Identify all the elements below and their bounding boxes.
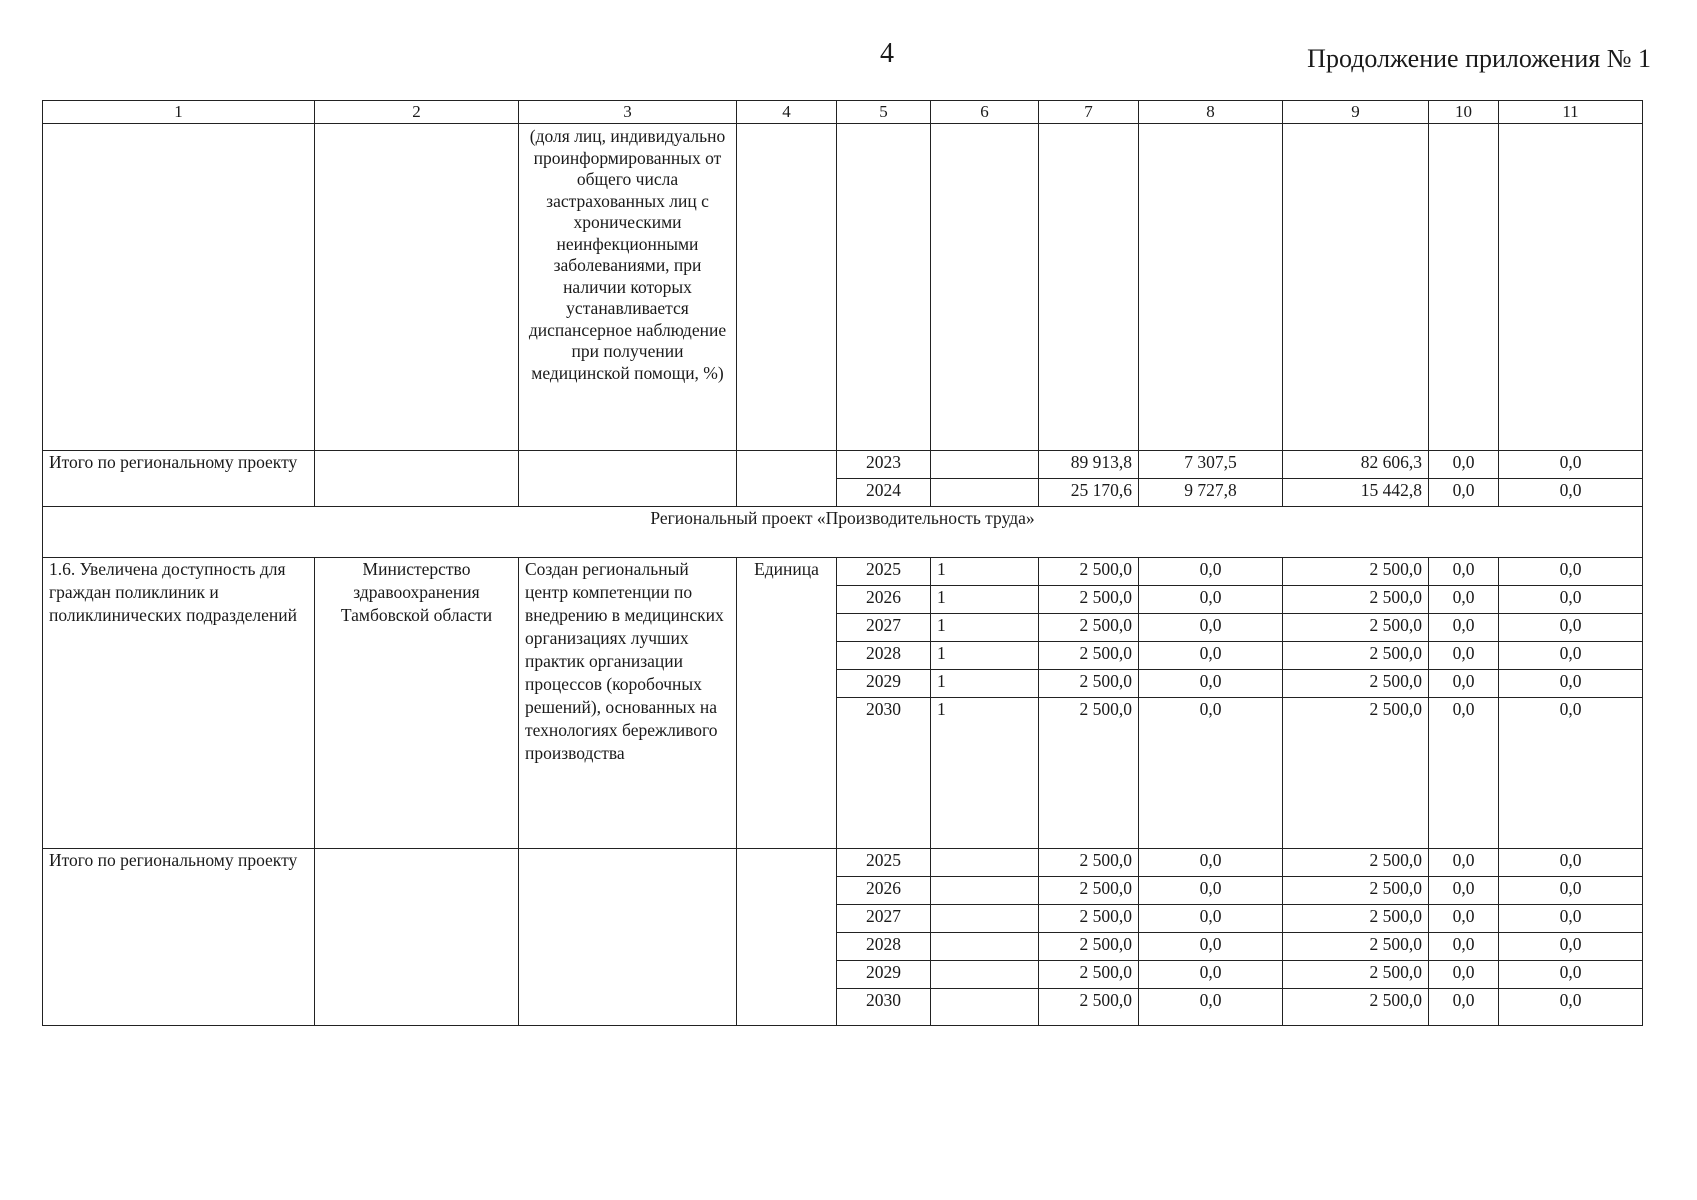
indicator-value-cell: 1 (931, 642, 1039, 670)
empty-cell (737, 451, 837, 507)
total-label-cell: Итого по региональному проекту (43, 451, 315, 507)
empty-cell (315, 124, 519, 451)
year-cell: 2029 (837, 670, 931, 698)
column-number-4: 4 (737, 101, 837, 124)
indicator-value-cell (931, 479, 1039, 507)
federal-funding-cell: 0,0 (1139, 933, 1283, 961)
other-funding-cell: 0,0 (1499, 642, 1643, 670)
regional-funding-cell: 2 500,0 (1283, 698, 1429, 849)
local-funding-cell: 0,0 (1429, 614, 1499, 642)
local-funding-cell: 0,0 (1429, 642, 1499, 670)
column-number-row (43, 101, 1643, 124)
local-funding-cell: 0,0 (1429, 451, 1499, 479)
year-cell: 2027 (837, 905, 931, 933)
year-cell: 2025 (837, 849, 931, 877)
continuation-title: Продолжение приложения № 1 (1307, 44, 1651, 73)
section-title-row (43, 507, 1643, 558)
federal-funding-cell: 0,0 (1139, 877, 1283, 905)
indicator-value-cell (931, 905, 1039, 933)
total-funding-cell: 25 170,6 (1039, 479, 1139, 507)
regional-funding-cell: 15 442,8 (1283, 479, 1429, 507)
other-funding-cell: 0,0 (1499, 961, 1643, 989)
empty-cell (737, 849, 837, 1026)
indicator-value-cell (931, 989, 1039, 1026)
column-number-10: 10 (1429, 101, 1499, 124)
indicator-value-cell: 1 (931, 614, 1039, 642)
federal-funding-cell: 0,0 (1139, 989, 1283, 1026)
federal-funding-cell: 0,0 (1139, 849, 1283, 877)
column-number-7: 7 (1039, 101, 1139, 124)
year-cell: 2026 (837, 877, 931, 905)
other-funding-cell: 0,0 (1499, 905, 1643, 933)
indicator-value-cell (931, 877, 1039, 905)
total-funding-cell: 2 500,0 (1039, 586, 1139, 614)
column-number-5: 5 (837, 101, 931, 124)
section-title: Региональный проект «Производительность труда» (43, 507, 1643, 558)
other-funding-cell: 0,0 (1499, 849, 1643, 877)
empty-cell (1039, 124, 1139, 451)
total-label-cell: Итого по региональному проекту (43, 849, 315, 1026)
local-funding-cell: 0,0 (1429, 877, 1499, 905)
year-cell: 2030 (837, 698, 931, 849)
local-funding-cell: 0,0 (1429, 586, 1499, 614)
total-funding-cell: 2 500,0 (1039, 642, 1139, 670)
empty-cell (1499, 124, 1643, 451)
column-number-3: 3 (519, 101, 737, 124)
table-row (43, 849, 1643, 877)
local-funding-cell: 0,0 (1429, 933, 1499, 961)
year-cell: 2029 (837, 961, 931, 989)
table-row (43, 558, 1643, 586)
regional-funding-cell: 2 500,0 (1283, 614, 1429, 642)
other-funding-cell: 0,0 (1499, 586, 1643, 614)
regional-funding-cell: 2 500,0 (1283, 905, 1429, 933)
year-cell: 2026 (837, 586, 931, 614)
federal-funding-cell: 0,0 (1139, 961, 1283, 989)
federal-funding-cell: 0,0 (1139, 698, 1283, 849)
other-funding-cell: 0,0 (1499, 614, 1643, 642)
regional-funding-cell: 2 500,0 (1283, 642, 1429, 670)
local-funding-cell: 0,0 (1429, 989, 1499, 1026)
other-funding-cell: 0,0 (1499, 989, 1643, 1026)
indicator-description-cell: (доля лиц, индивидуально проинформированных от общего числа застрахованных лиц с хроническими неинфекционными заболеваниями, при наличии которых устанавливается диспансерное наблюдение при получении медицинской помощи, %) (519, 124, 737, 451)
column-number-1: 1 (43, 101, 315, 124)
federal-funding-cell: 0,0 (1139, 670, 1283, 698)
year-cell: 2024 (837, 479, 931, 507)
indicator-value-cell (931, 933, 1039, 961)
other-funding-cell: 0,0 (1499, 933, 1643, 961)
column-number-2: 2 (315, 101, 519, 124)
regional-funding-cell: 2 500,0 (1283, 961, 1429, 989)
year-cell: 2028 (837, 933, 931, 961)
other-funding-cell: 0,0 (1499, 698, 1643, 849)
empty-cell (837, 124, 931, 451)
column-number-9: 9 (1283, 101, 1429, 124)
local-funding-cell: 0,0 (1429, 905, 1499, 933)
regional-funding-cell: 2 500,0 (1283, 670, 1429, 698)
empty-cell (931, 124, 1039, 451)
page-number: 4 (880, 38, 894, 69)
continued-indicator-row (43, 124, 1643, 451)
empty-cell (1139, 124, 1283, 451)
empty-cell (315, 451, 519, 507)
local-funding-cell: 0,0 (1429, 670, 1499, 698)
regional-funding-cell: 2 500,0 (1283, 849, 1429, 877)
indicator-value-cell: 1 (931, 698, 1039, 849)
other-funding-cell: 0,0 (1499, 877, 1643, 905)
other-funding-cell: 0,0 (1499, 451, 1643, 479)
federal-funding-cell: 0,0 (1139, 586, 1283, 614)
indicator-value-cell (931, 849, 1039, 877)
unit-cell: Единица (737, 558, 837, 849)
total-funding-cell: 2 500,0 (1039, 877, 1139, 905)
empty-cell (519, 451, 737, 507)
other-funding-cell: 0,0 (1499, 479, 1643, 507)
appendix-table (42, 100, 1643, 1026)
executor-cell: Министерство здравоохранения Тамбовской области (315, 558, 519, 849)
regional-funding-cell: 82 606,3 (1283, 451, 1429, 479)
regional-funding-cell: 2 500,0 (1283, 877, 1429, 905)
total-funding-cell: 2 500,0 (1039, 670, 1139, 698)
total-funding-cell: 2 500,0 (1039, 961, 1139, 989)
year-cell: 2028 (837, 642, 931, 670)
year-cell: 2025 (837, 558, 931, 586)
item-name-cell: 1.6. Увеличена доступность для граждан поликлиник и поликлинических подразделений (43, 558, 315, 849)
local-funding-cell: 0,0 (1429, 479, 1499, 507)
total-funding-cell: 2 500,0 (1039, 698, 1139, 849)
empty-cell (737, 124, 837, 451)
federal-funding-cell: 9 727,8 (1139, 479, 1283, 507)
local-funding-cell: 0,0 (1429, 698, 1499, 849)
column-number-6: 6 (931, 101, 1039, 124)
other-funding-cell: 0,0 (1499, 558, 1643, 586)
total-funding-cell: 89 913,8 (1039, 451, 1139, 479)
year-cell: 2023 (837, 451, 931, 479)
federal-funding-cell: 7 307,5 (1139, 451, 1283, 479)
column-number-8: 8 (1139, 101, 1283, 124)
total-funding-cell: 2 500,0 (1039, 849, 1139, 877)
total-funding-cell: 2 500,0 (1039, 933, 1139, 961)
table-row (43, 451, 1643, 479)
regional-funding-cell: 2 500,0 (1283, 558, 1429, 586)
indicator-value-cell: 1 (931, 670, 1039, 698)
indicator-value-cell: 1 (931, 558, 1039, 586)
empty-cell (315, 849, 519, 1026)
regional-funding-cell: 2 500,0 (1283, 989, 1429, 1026)
indicator-value-cell (931, 451, 1039, 479)
column-number-11: 11 (1499, 101, 1643, 124)
empty-cell (1283, 124, 1429, 451)
local-funding-cell: 0,0 (1429, 558, 1499, 586)
federal-funding-cell: 0,0 (1139, 614, 1283, 642)
empty-cell (1429, 124, 1499, 451)
regional-funding-cell: 2 500,0 (1283, 933, 1429, 961)
empty-cell (43, 124, 315, 451)
other-funding-cell: 0,0 (1499, 670, 1643, 698)
empty-cell (519, 849, 737, 1026)
indicator-value-cell (931, 961, 1039, 989)
total-funding-cell: 2 500,0 (1039, 558, 1139, 586)
indicator-value-cell: 1 (931, 586, 1039, 614)
local-funding-cell: 0,0 (1429, 961, 1499, 989)
federal-funding-cell: 0,0 (1139, 905, 1283, 933)
total-funding-cell: 2 500,0 (1039, 905, 1139, 933)
federal-funding-cell: 0,0 (1139, 558, 1283, 586)
total-funding-cell: 2 500,0 (1039, 614, 1139, 642)
regional-funding-cell: 2 500,0 (1283, 586, 1429, 614)
year-cell: 2027 (837, 614, 931, 642)
local-funding-cell: 0,0 (1429, 849, 1499, 877)
total-funding-cell: 2 500,0 (1039, 989, 1139, 1026)
federal-funding-cell: 0,0 (1139, 642, 1283, 670)
year-cell: 2030 (837, 989, 931, 1026)
indicator-name-cell: Создан региональный центр компетенции по внедрению в медицинских организациях лучших практик организации процессов (коробочных решений), основанных на технологиях бережливого производства (519, 558, 737, 849)
